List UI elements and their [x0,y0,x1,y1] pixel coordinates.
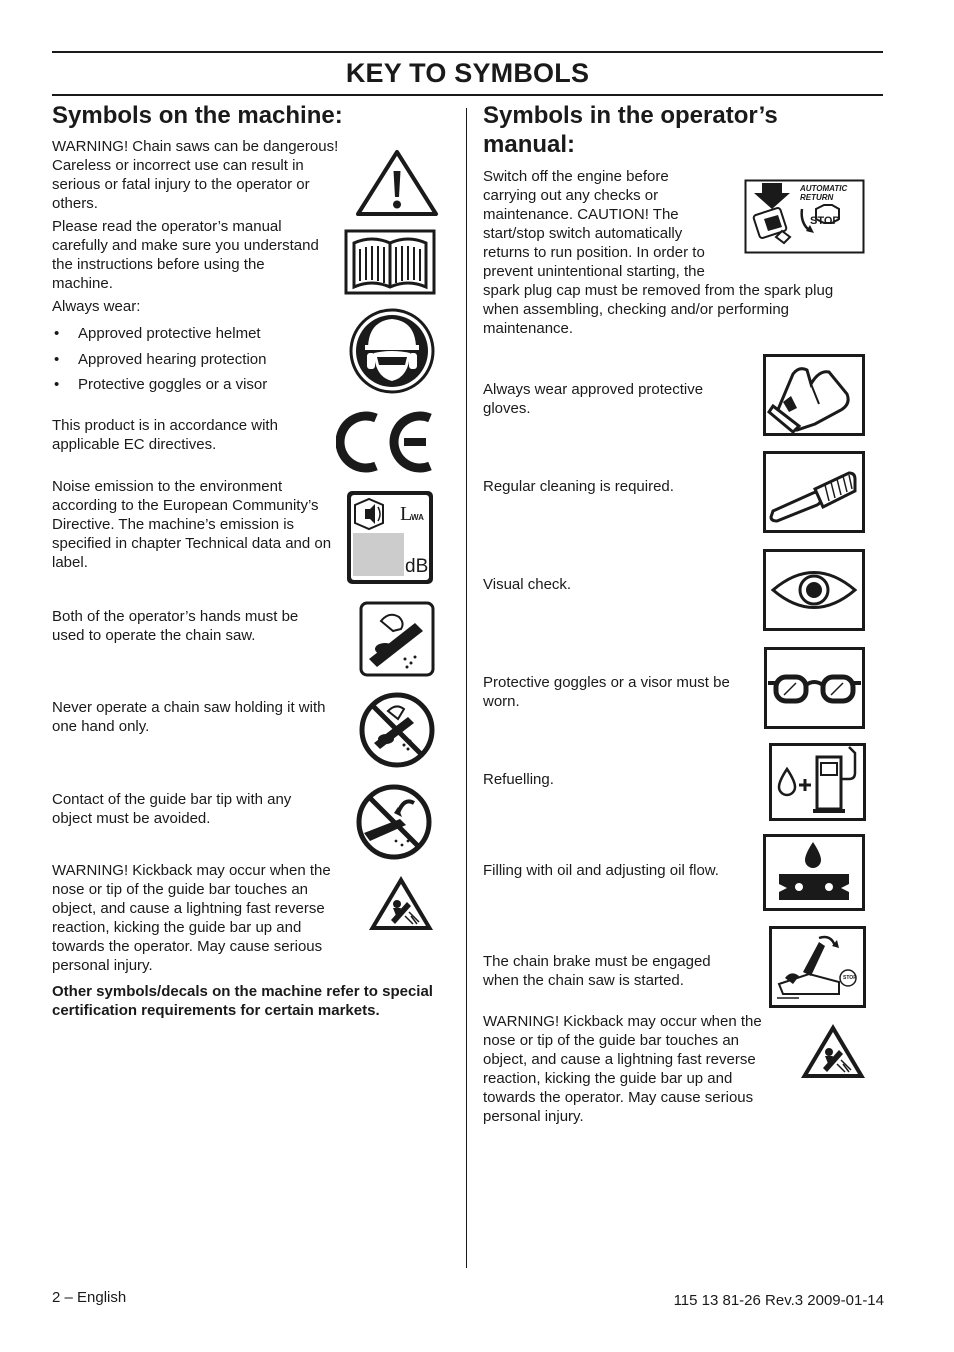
both-hands-text: Both of the operator’s hands must be used to operate the chain saw. [52,608,299,644]
switch-off-text: Switch off the engine before carrying out any checks or maintenance. CAUTION! The start/stop switch automatically returns to run position. In order to prevent unintentional starting, the [483,168,705,280]
document-reference: 115 13 81-26 Rev.3 2009-01-14 [673,1292,884,1309]
always-wear-label: Always wear: [52,298,141,315]
lwa-subscript: WA [411,513,424,522]
ec-directives-text: This product is in accordance with applicable EC directives. [52,417,278,453]
kickback-warning-text-right: WARNING! Kickback may occur when the nose or tip of the guide bar touches an object, and cause a lightning fast reverse reaction, kicking the guide bar up and towards the operator. May cause serious personal injury. [483,1013,762,1125]
return-label: RETURN [800,193,834,202]
warning-triangle-icon [355,149,439,217]
lwa-label: L [400,503,413,525]
no-tip-contact-icon [354,783,434,861]
page-title: KEY TO SYMBOLS [345,58,590,88]
chain-brake-icon [769,926,866,1008]
ce-mark-icon [336,408,436,476]
read-manual-text: Please read the operator’s manual carefully and make sure you understand the instructions before using the machine. [52,218,319,292]
column-divider [466,108,467,1268]
right-heading-line1: Symbols in the operator’s [483,102,778,129]
page-number: 2 – English [52,1289,127,1306]
switch-off-text-continued: spark plug cap must be removed from the spark plug when assembling, checking and/or performing maintenance. [483,282,834,337]
brake-stop-label: STOP [843,975,857,981]
noise-emission-icon [345,489,435,586]
top-rule [52,51,883,53]
list-item: • Approved hearing protection [52,350,267,376]
right-heading-line2: manual: [483,131,576,158]
no-one-hand-icon [358,691,436,769]
stop-label: STOP [810,215,840,227]
refuelling-icon [769,743,866,821]
list-item: • Protective goggles or a visor [52,375,267,401]
gloves-icon [763,354,865,436]
oil-text: Filling with oil and adjusting oil flow. [483,862,719,879]
left-heading: Symbols on the machine: [52,102,343,129]
automatic-label: AUTOMATIC [800,184,848,193]
helmet-ear-eye-protection-icon [349,307,435,395]
db-label: dB [405,556,429,577]
list-item: • Approved protective helmet [52,324,267,350]
gloves-text: Always wear approved protective gloves. [483,381,704,417]
noise-emission-text: Noise emission to the environment according to the European Community’s Directive. The machine’s emission is specified in chapter Technical data and on label. [52,478,332,571]
stop-switch-icon [744,179,865,254]
chain-brake-text: The chain brake must be engaged when the chain saw is started. [483,953,711,989]
eye-icon [763,549,865,631]
warning-intro-text: WARNING! Chain saws can be dangerous! Careless or incorrect use can result in serious or fatal injury to the operator or others. [52,138,339,212]
title-underline [52,94,883,96]
goggles-text: Protective goggles or a visor must be worn. [483,674,730,710]
one-hand-text: Never operate a chain saw holding it with one hand only. [52,699,326,735]
brush-icon [763,451,865,533]
kickback-warning-icon-right [799,1022,867,1080]
kickback-warning-icon [367,874,435,932]
both-hands-icon [359,601,435,677]
refuelling-text: Refuelling. [483,771,554,788]
read-manual-icon [344,229,436,295]
goggles-icon [764,647,865,729]
cleaning-text: Regular cleaning is required. [483,478,674,495]
protective-gear-list [52,324,267,401]
other-symbols-note: Other symbols/decals on the machine refer to special certification requirements for certain markets. [52,983,433,1019]
guide-tip-text: Contact of the guide bar tip with any object must be avoided. [52,791,292,827]
oil-chain-icon [763,834,865,911]
kickback-warning-text: WARNING! Kickback may occur when the nose or tip of the guide bar touches an object, and cause a lightning fast reverse reaction, kicking the guide bar up and towards the operator. May cause serious personal injury. [52,862,331,974]
visual-check-text: Visual check. [483,576,572,593]
